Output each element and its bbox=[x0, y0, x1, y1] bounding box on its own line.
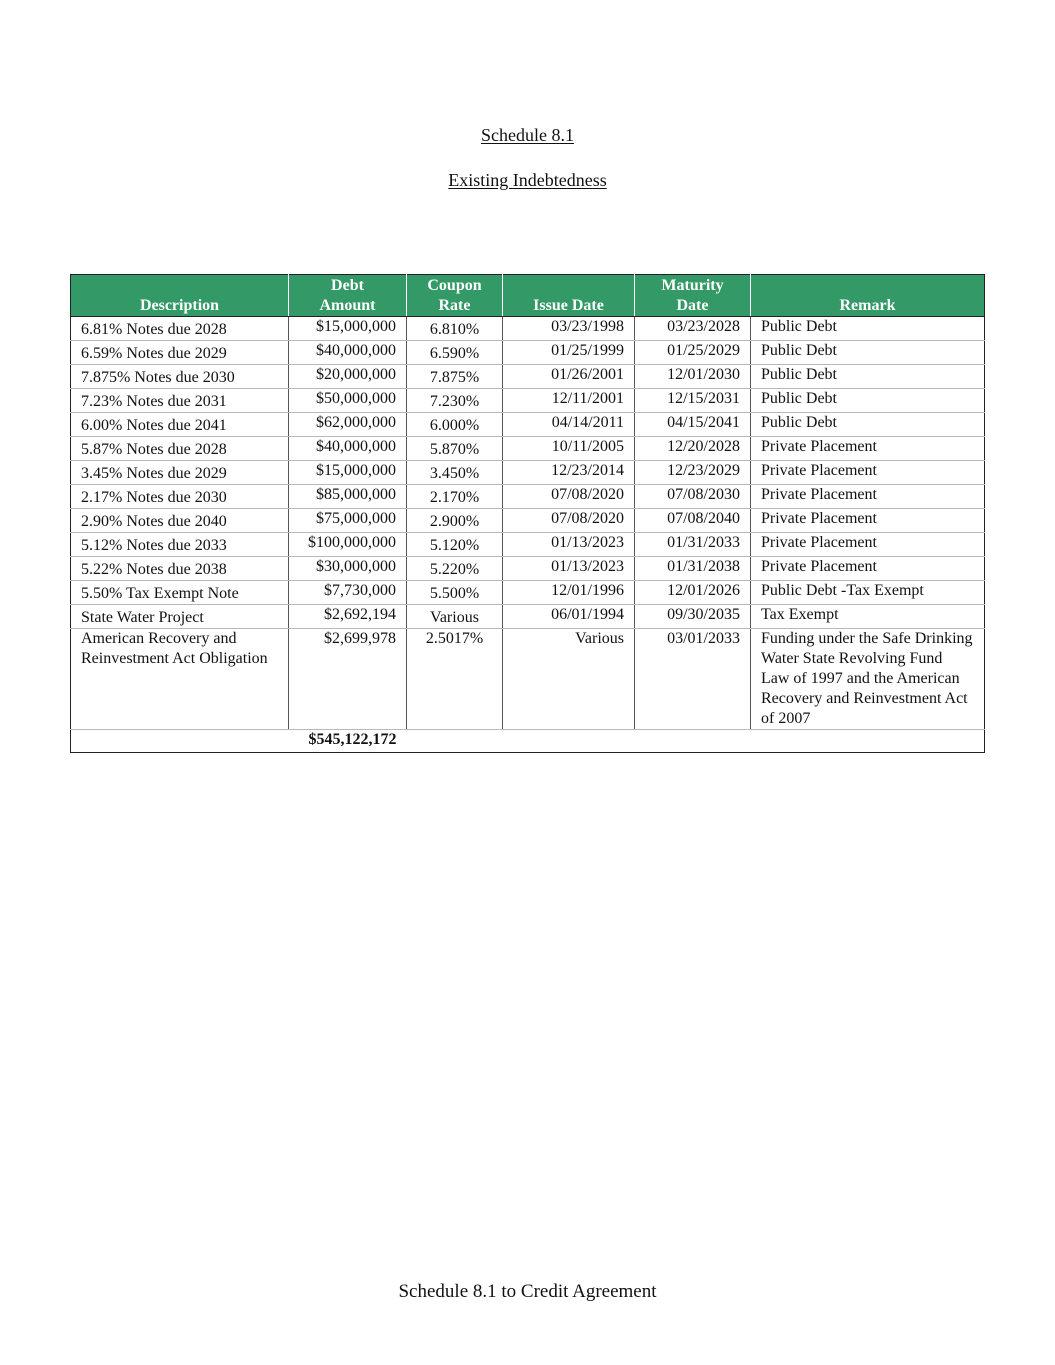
cell-debt-amount: $2,692,194 bbox=[289, 605, 407, 629]
cell-maturity-date: 03/01/2033 bbox=[635, 629, 751, 730]
total-empty-cell bbox=[503, 730, 635, 753]
cell-debt-amount: $20,000,000 bbox=[289, 365, 407, 389]
table-row bbox=[71, 365, 985, 389]
coupon-rate-text: 5.220% bbox=[429, 561, 480, 578]
table-header-row bbox=[71, 275, 985, 317]
cell-debt-amount: $75,000,000 bbox=[289, 509, 407, 533]
cell-remark: Tax Exempt bbox=[751, 605, 985, 629]
header-coupon-rate bbox=[407, 275, 503, 317]
coupon-rate-text: 5.120% bbox=[429, 537, 480, 554]
coupon-rate-text: 3.450% bbox=[429, 465, 480, 482]
table-row bbox=[71, 413, 985, 437]
cell-coupon-rate bbox=[407, 533, 503, 557]
cell-remark: Public Debt -Tax Exempt bbox=[751, 581, 985, 605]
cell-remark: Public Debt bbox=[751, 389, 985, 413]
cell-remark: Private Placement bbox=[751, 557, 985, 581]
cell-description bbox=[71, 365, 289, 389]
description-text: 5.12% Notes due 2033 bbox=[81, 537, 227, 554]
total-row bbox=[71, 730, 985, 753]
header-debt-amount-line1: Debt bbox=[331, 277, 364, 294]
cell-maturity-date: 12/01/2030 bbox=[635, 365, 751, 389]
table-row bbox=[71, 509, 985, 533]
description-text: 6.81% Notes due 2028 bbox=[81, 321, 227, 338]
description-text: 7.875% Notes due 2030 bbox=[81, 369, 235, 386]
cell-issue-date: 07/08/2020 bbox=[503, 485, 635, 509]
schedule-subtitle: Existing Indebtedness bbox=[448, 170, 607, 190]
coupon-rate-text: Various bbox=[430, 609, 479, 626]
cell-coupon-rate bbox=[407, 581, 503, 605]
table-row bbox=[71, 581, 985, 605]
coupon-rate-text: 6.590% bbox=[429, 345, 480, 362]
total-empty-cell bbox=[635, 730, 751, 753]
header-debt-amount-line2: Amount bbox=[319, 297, 376, 314]
description-text: 2.90% Notes due 2040 bbox=[81, 513, 227, 530]
header-debt-amount bbox=[289, 275, 407, 317]
cell-maturity-date: 04/15/2041 bbox=[635, 413, 751, 437]
cell-remark: Public Debt bbox=[751, 317, 985, 341]
description-text: State Water Project bbox=[81, 609, 204, 626]
header-description-line2: Description bbox=[139, 297, 220, 314]
cell-remark: Private Placement bbox=[751, 461, 985, 485]
cell-debt-amount: $40,000,000 bbox=[289, 341, 407, 365]
coupon-rate-text: 7.875% bbox=[429, 369, 480, 386]
description-text: 5.50% Tax Exempt Note bbox=[81, 585, 239, 602]
cell-coupon-rate bbox=[407, 437, 503, 461]
cell-maturity-date: 07/08/2040 bbox=[635, 509, 751, 533]
cell-maturity-date: 03/23/2028 bbox=[635, 317, 751, 341]
cell-remark: Private Placement bbox=[751, 533, 985, 557]
cell-debt-amount: $30,000,000 bbox=[289, 557, 407, 581]
cell-description bbox=[71, 341, 289, 365]
cell-coupon-rate bbox=[407, 389, 503, 413]
cell-description bbox=[71, 461, 289, 485]
schedule-title: Schedule 8.1 bbox=[481, 125, 574, 145]
table-row bbox=[71, 389, 985, 413]
cell-description bbox=[71, 389, 289, 413]
header-coupon-rate-line1: Coupon bbox=[427, 277, 482, 294]
description-text: 6.59% Notes due 2029 bbox=[81, 345, 227, 362]
cell-coupon-rate bbox=[407, 413, 503, 437]
description-text: 7.23% Notes due 2031 bbox=[81, 393, 227, 410]
description-text: 6.00% Notes due 2041 bbox=[81, 417, 227, 434]
coupon-rate-text: 7.230% bbox=[429, 393, 480, 410]
cell-remark: Private Placement bbox=[751, 509, 985, 533]
coupon-rate-text: 5.870% bbox=[429, 441, 480, 458]
table-row bbox=[71, 485, 985, 509]
header-issue-date bbox=[503, 275, 635, 317]
cell-issue-date: 01/13/2023 bbox=[503, 557, 635, 581]
cell-description bbox=[71, 437, 289, 461]
header-description bbox=[71, 275, 289, 317]
header-maturity-date bbox=[635, 275, 751, 317]
cell-issue-date: 03/23/1998 bbox=[503, 317, 635, 341]
cell-issue-date: 01/26/2001 bbox=[503, 365, 635, 389]
cell-maturity-date: 07/08/2030 bbox=[635, 485, 751, 509]
header-maturity-date-line1: Maturity bbox=[661, 277, 724, 294]
coupon-rate-text: 2.900% bbox=[429, 513, 480, 530]
description-text: 2.17% Notes due 2030 bbox=[81, 489, 227, 506]
cell-debt-amount: $15,000,000 bbox=[289, 461, 407, 485]
header-maturity-date-line2: Date bbox=[676, 297, 709, 314]
total-amount: $545,122,172 bbox=[289, 730, 407, 753]
indebtedness-table bbox=[70, 274, 985, 753]
header-coupon-rate-line2: Rate bbox=[438, 297, 471, 314]
cell-description bbox=[71, 317, 289, 341]
table-row bbox=[71, 557, 985, 581]
table-row bbox=[71, 605, 985, 629]
cell-debt-amount: $2,699,978 bbox=[289, 629, 407, 730]
coupon-rate-text: 2.170% bbox=[429, 489, 480, 506]
cell-debt-amount: $100,000,000 bbox=[289, 533, 407, 557]
cell-remark: Private Placement bbox=[751, 485, 985, 509]
cell-maturity-date: 12/23/2029 bbox=[635, 461, 751, 485]
header-remark bbox=[751, 275, 985, 317]
cell-description bbox=[71, 605, 289, 629]
cell-issue-date: 12/23/2014 bbox=[503, 461, 635, 485]
cell-maturity-date: 09/30/2035 bbox=[635, 605, 751, 629]
cell-coupon-rate bbox=[407, 605, 503, 629]
cell-debt-amount: $85,000,000 bbox=[289, 485, 407, 509]
cell-debt-amount: $62,000,000 bbox=[289, 413, 407, 437]
cell-description bbox=[71, 581, 289, 605]
cell-coupon-rate bbox=[407, 557, 503, 581]
cell-issue-date: 01/25/1999 bbox=[503, 341, 635, 365]
table-row bbox=[71, 629, 985, 730]
cell-description bbox=[71, 413, 289, 437]
cell-coupon-rate bbox=[407, 317, 503, 341]
cell-remark: Public Debt bbox=[751, 413, 985, 437]
cell-description bbox=[71, 485, 289, 509]
cell-remark: Public Debt bbox=[751, 341, 985, 365]
cell-issue-date: 07/08/2020 bbox=[503, 509, 635, 533]
cell-debt-amount: $50,000,000 bbox=[289, 389, 407, 413]
cell-maturity-date: 12/01/2026 bbox=[635, 581, 751, 605]
total-empty-cell bbox=[407, 730, 503, 753]
cell-issue-date: Various bbox=[503, 629, 635, 730]
cell-coupon-rate bbox=[407, 485, 503, 509]
table-row bbox=[71, 533, 985, 557]
cell-maturity-date: 12/20/2028 bbox=[635, 437, 751, 461]
table-row bbox=[71, 461, 985, 485]
header-remark-line2: Remark bbox=[839, 297, 896, 314]
total-empty-cell bbox=[751, 730, 985, 753]
coupon-rate-text: 6.000% bbox=[429, 417, 480, 434]
header-issue-date-line2: Issue Date bbox=[533, 297, 604, 314]
cell-coupon-rate bbox=[407, 461, 503, 485]
cell-issue-date: 12/01/1996 bbox=[503, 581, 635, 605]
cell-maturity-date: 01/25/2029 bbox=[635, 341, 751, 365]
cell-debt-amount: $40,000,000 bbox=[289, 437, 407, 461]
description-text: 5.87% Notes due 2028 bbox=[81, 441, 227, 458]
cell-remark: Funding under the Safe Drinking Water State Revolving Fund Law of 1997 and the American Recovery and Reinvestment Act of 2007 bbox=[751, 629, 985, 730]
description-text: 3.45% Notes due 2029 bbox=[81, 465, 227, 482]
table-row bbox=[71, 437, 985, 461]
cell-remark: Public Debt bbox=[751, 365, 985, 389]
cell-issue-date: 04/14/2011 bbox=[503, 413, 635, 437]
cell-description: American Recovery and Reinvestment Act Obligation bbox=[71, 629, 289, 730]
cell-maturity-date: 01/31/2038 bbox=[635, 557, 751, 581]
page-footer: Schedule 8.1 to Credit Agreement bbox=[398, 1281, 657, 1302]
cell-description bbox=[71, 557, 289, 581]
total-label-cell bbox=[71, 730, 289, 753]
cell-issue-date: 12/11/2001 bbox=[503, 389, 635, 413]
cell-debt-amount: $7,730,000 bbox=[289, 581, 407, 605]
table-row bbox=[71, 341, 985, 365]
cell-debt-amount: $15,000,000 bbox=[289, 317, 407, 341]
description-text: 5.22% Notes due 2038 bbox=[81, 561, 227, 578]
cell-maturity-date: 12/15/2031 bbox=[635, 389, 751, 413]
cell-coupon-rate bbox=[407, 509, 503, 533]
cell-maturity-date: 01/31/2033 bbox=[635, 533, 751, 557]
cell-issue-date: 01/13/2023 bbox=[503, 533, 635, 557]
table-row bbox=[71, 317, 985, 341]
cell-coupon-rate bbox=[407, 341, 503, 365]
cell-description bbox=[71, 533, 289, 557]
cell-coupon-rate: 2.5017% bbox=[407, 629, 503, 730]
cell-issue-date: 06/01/1994 bbox=[503, 605, 635, 629]
cell-description bbox=[71, 509, 289, 533]
coupon-rate-text: 5.500% bbox=[429, 585, 480, 602]
coupon-rate-text: 6.810% bbox=[429, 321, 480, 338]
cell-remark: Private Placement bbox=[751, 437, 985, 461]
cell-issue-date: 10/11/2005 bbox=[503, 437, 635, 461]
cell-coupon-rate bbox=[407, 365, 503, 389]
